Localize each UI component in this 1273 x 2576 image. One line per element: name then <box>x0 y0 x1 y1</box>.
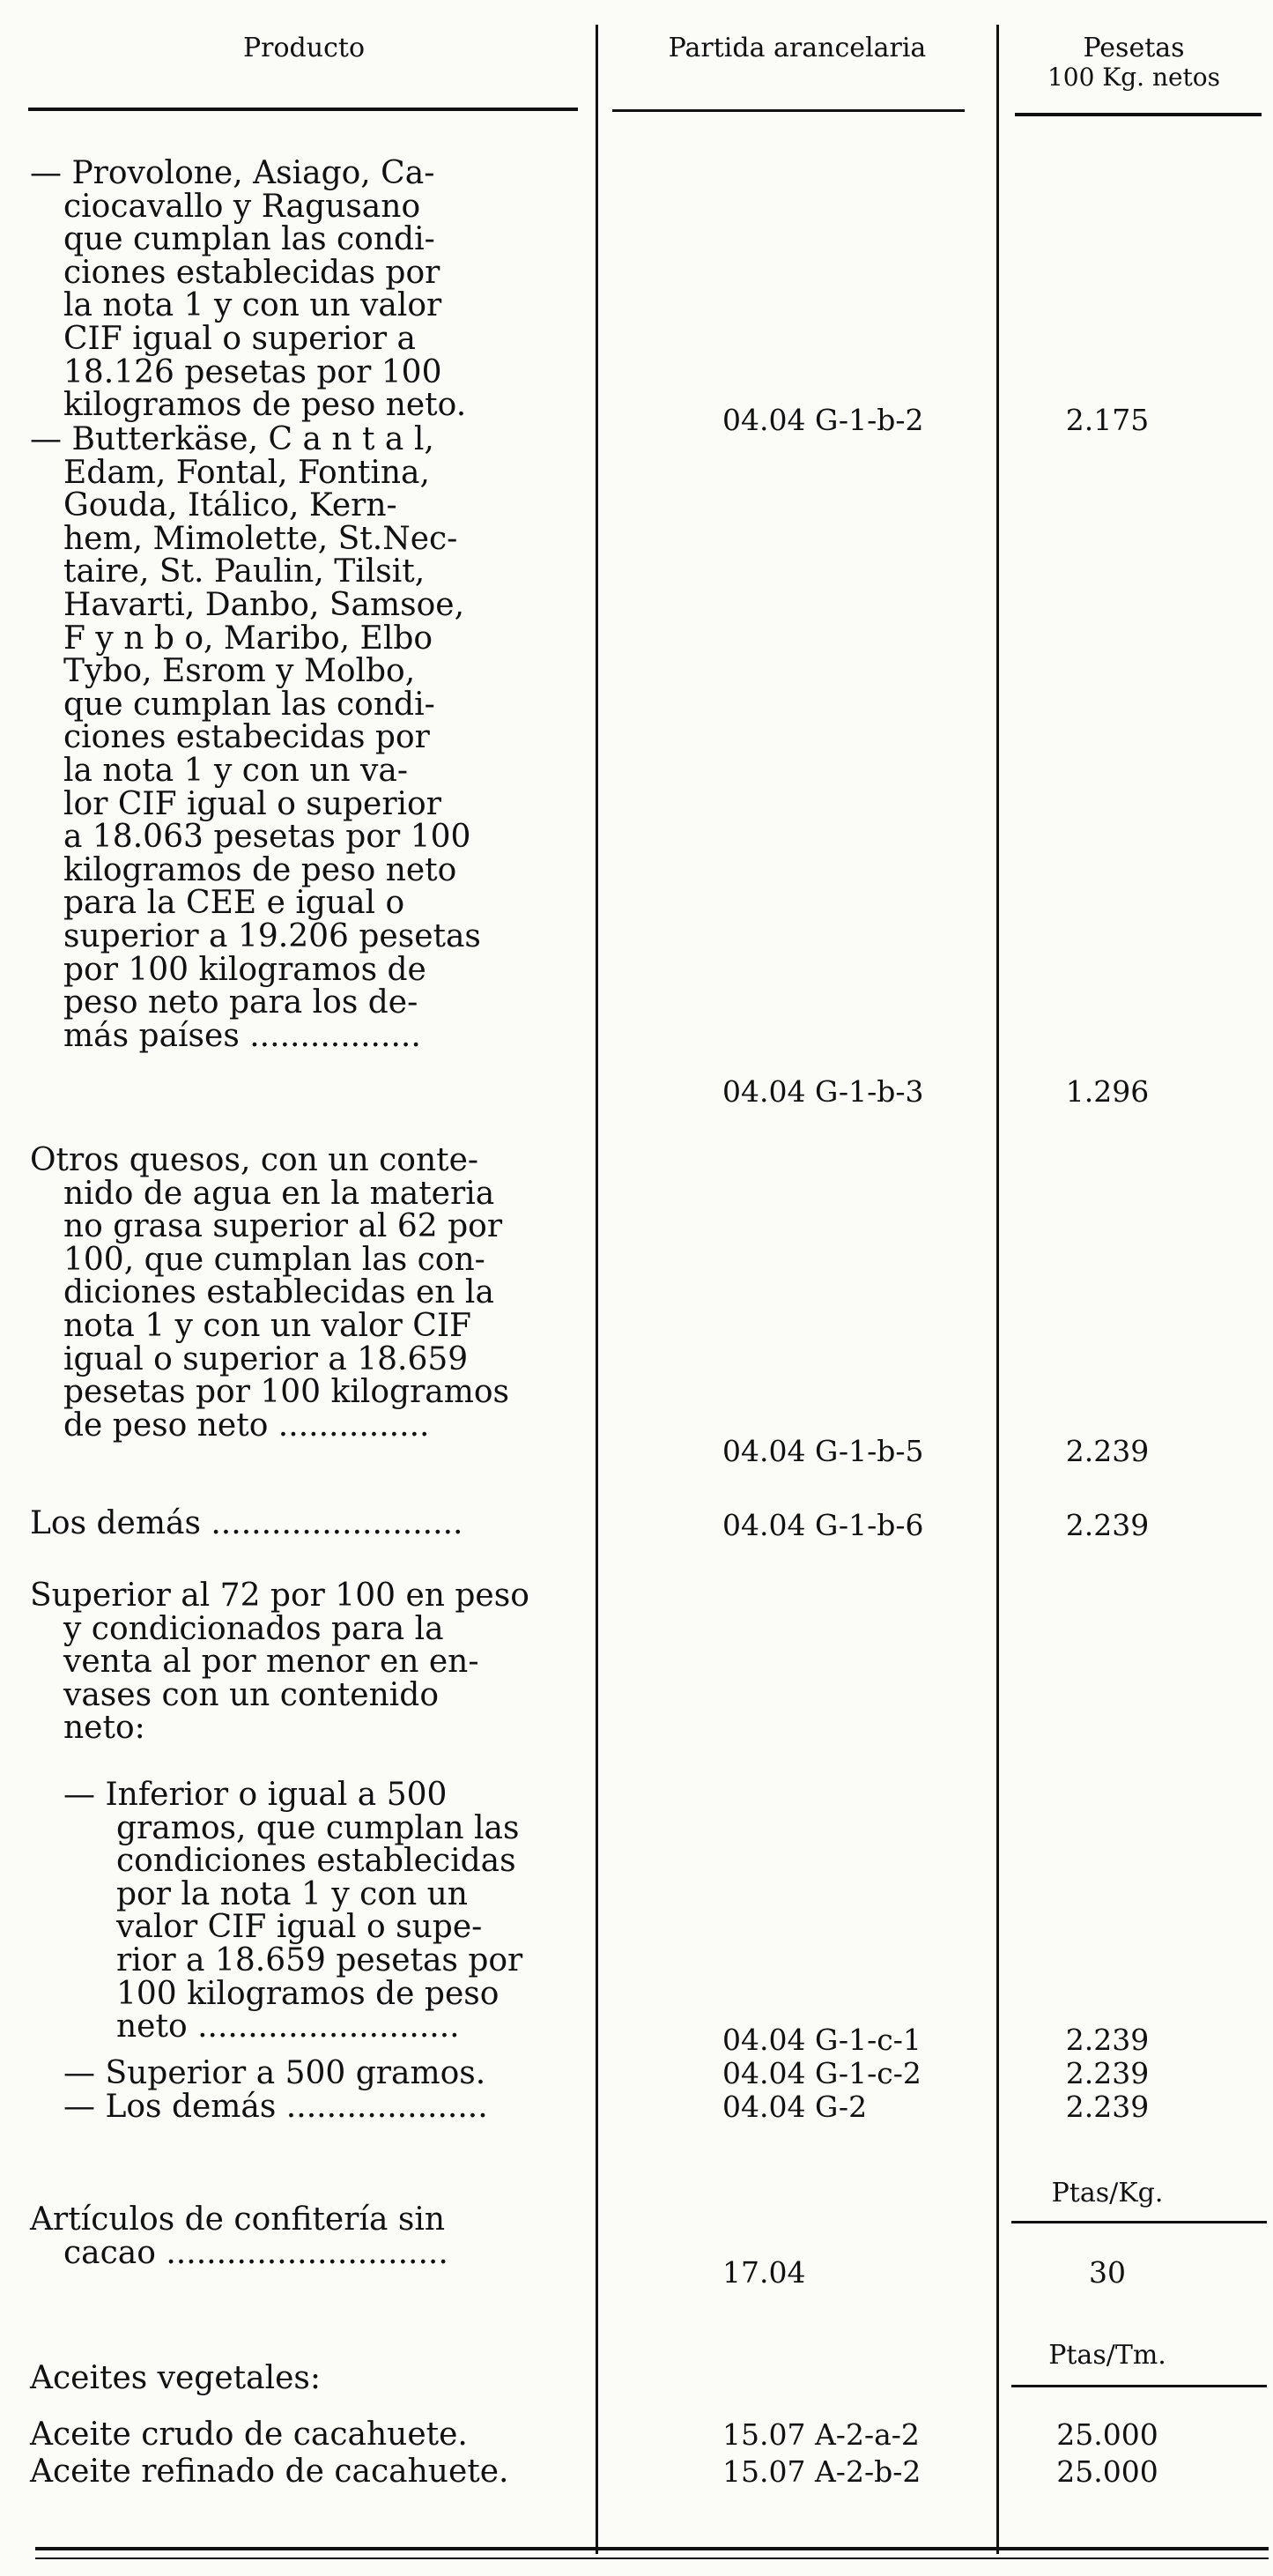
price-value: 25.000 <box>1056 2454 1158 2489</box>
product-entry-provolone: — Provolone, Asiago, Ca- ciocavallo y Ragusano que cumplan las condi- ciones establecidas por la nota 1 y con un valor CIF igual o superior a 18.126 pesetas por 100 kilogramos de peso neto. <box>30 155 467 424</box>
bottom-rule-bottom <box>35 2557 1269 2559</box>
tariff-code: 04.04 G-1-c-1 <box>722 2023 921 2057</box>
unit-rule-tm <box>1011 2385 1267 2387</box>
price-value: 2.239 <box>1065 1508 1150 1542</box>
tariff-code: 04.04 G-1-b-5 <box>722 1434 924 1468</box>
product-entry-confiteria: Artículos de confitería sin cacao ............................ <box>30 2201 448 2271</box>
tariff-code: 15.07 A-2-a-2 <box>722 2417 920 2452</box>
price-value: 25.000 <box>1056 2417 1158 2452</box>
tariff-code: 17.04 <box>722 2255 806 2290</box>
price-value: 1.296 <box>1065 1074 1150 1109</box>
price-value: 2.175 <box>1065 403 1150 437</box>
price-value: 2.239 <box>1065 1434 1150 1468</box>
tariff-code: 04.04 G-1-b-6 <box>722 1508 924 1542</box>
tariff-code: 15.07 A-2-b-2 <box>722 2454 921 2489</box>
price-value: 30 <box>1089 2255 1126 2290</box>
header-product: Producto <box>242 33 366 63</box>
unit-rule-kg <box>1011 2221 1267 2223</box>
price-value: 2.239 <box>1065 2023 1150 2057</box>
product-entry-superior-500: — Superior a 500 gramos. <box>63 2055 486 2091</box>
price-value: 2.239 <box>1065 2056 1150 2090</box>
tariff-code: 04.04 G-1-c-2 <box>722 2056 921 2090</box>
tariff-code: 04.04 G-1-b-2 <box>722 403 924 437</box>
price-value: 2.239 <box>1065 2090 1150 2124</box>
product-entry-otros-quesos: Otros quesos, con un conte- nido de agua en la materia no grasa superior al 62 por 100, que cumplan las con- diciones establecidas en la nota 1 y con un valor CIF igual o superior a 18.659 pesetas por 100 kilogramos de peso neto ............... <box>30 1142 510 1444</box>
header-price-line1: Pesetas <box>1083 33 1185 63</box>
product-entry-los-demas: Los demás ......................... <box>30 1505 463 1541</box>
header-price-line2: 100 Kg. netos <box>1047 63 1221 92</box>
product-entry-aceite-refinado: Aceite refinado de cacahuete. <box>30 2454 509 2490</box>
product-entry-aceite-crudo: Aceite crudo de cacahuete. <box>30 2416 468 2453</box>
bottom-rule-top <box>35 2547 1269 2550</box>
tariff-code: 04.04 G-2 <box>722 2090 868 2124</box>
product-entry-los-demas-2: — Los demás .................... <box>63 2089 488 2125</box>
header-tariff: Partida arancelaria <box>668 33 927 63</box>
product-entry-superior-72: Superior al 72 por 100 en peso y condicionados para la venta al por menor en en- vases con un contenido neto: <box>30 1578 529 1747</box>
header-rule-product <box>28 108 578 111</box>
column-divider-2 <box>996 25 999 2554</box>
unit-label-kg: Ptas/Kg. <box>1051 2178 1164 2209</box>
header-rule-price <box>1015 113 1262 116</box>
product-entry-butterkase: — Butterkäse, C a n t a l, Edam, Fontal, Fontina, Gouda, Itálico, Kern- hem, Mimolette, St.Nec- taire, St. Paulin, Tilsit, Havarti, Danbo, Samsoe, F y n b o, Maribo, Elbo Tybo, Esrom y Molbo, que cumplan las condi- ciones estabecidas por la nota 1 y con un va- lor CIF igual o superior a 18.063 pesetas por 100 kilogramos de peso neto para la CEE e igual o superior a 19.206 pesetas por 100 kilogramos de peso neto para los de- más países ................. <box>30 421 481 1054</box>
product-entry-aceites-vegetales: Aceites vegetales: <box>30 2360 322 2396</box>
header-rule-tariff <box>612 109 965 112</box>
tariff-code: 04.04 G-1-b-3 <box>722 1074 924 1109</box>
product-entry-inferior-500: — Inferior o igual a 500 gramos, que cumplan las condiciones establecidas por la nota 1 y con un valor CIF igual o supe- rior a 18.659 pesetas por 100 kilogramos de peso neto .......................... <box>63 1777 523 2045</box>
column-divider-1 <box>596 25 598 2554</box>
unit-label-tm: Ptas/Tm. <box>1048 2340 1166 2371</box>
header-price <box>1006 33 1262 92</box>
